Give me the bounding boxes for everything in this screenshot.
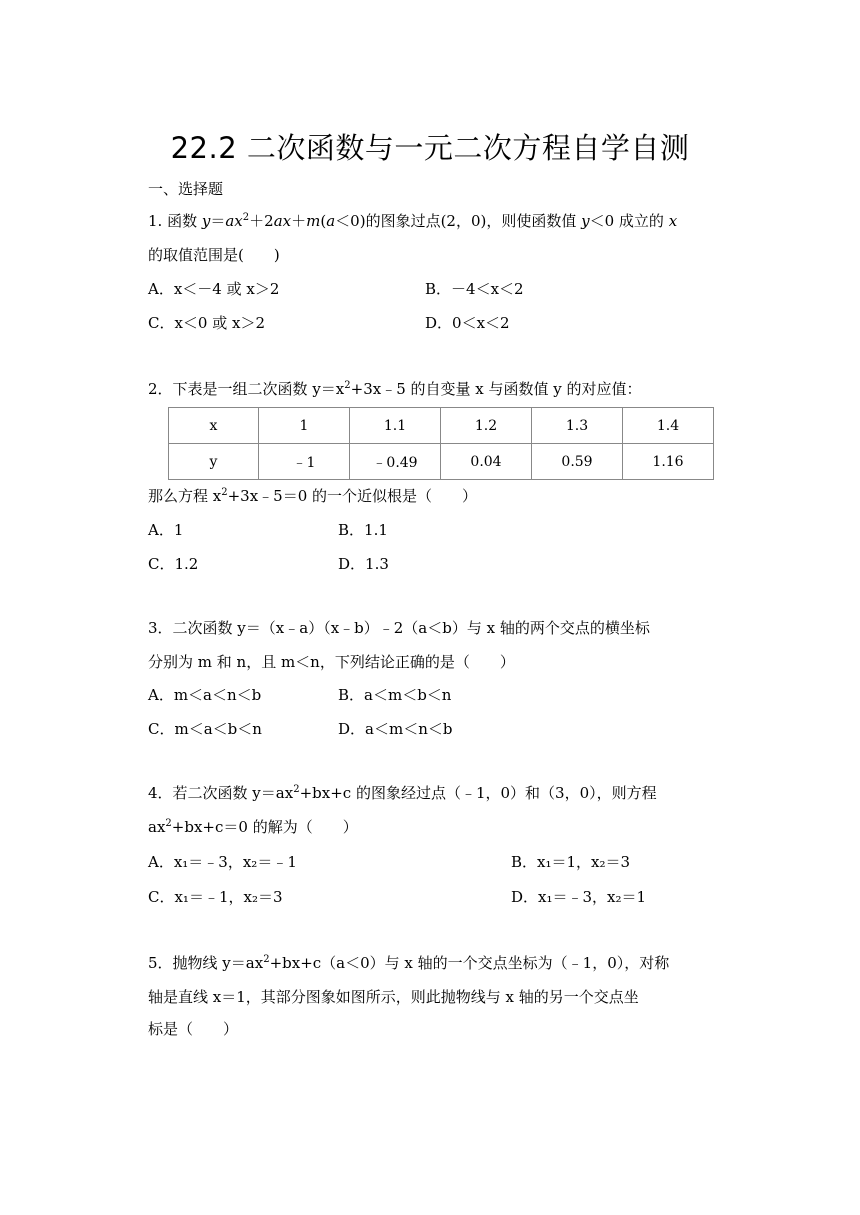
page-title: 22.2 二次函数与一元二次方程自学自测 — [170, 131, 690, 165]
q3-option-b: B．a＜m＜b＜n — [338, 686, 452, 704]
q4-line2-part-b: +bx+c＝0 的解为（ ） — [171, 818, 358, 836]
q2-value-table — [168, 407, 714, 480]
q1-function-expression: $y=ax^2+2ax+m(a<0)$ — [201, 212, 366, 230]
table-cell: ﹣1 — [259, 444, 350, 480]
q5-stem-line1: 5．抛物线 $y=ax^2+bx+c(a<0)$与 x 轴的一个交点坐标为（﹣1，0），对称 — [148, 954, 670, 972]
section-heading: 一、选择题 — [148, 180, 224, 198]
q1-stem-line1: 1. 函数 $y=ax^2+2ax+m(a<0)$的图象过点(2，0)，则使函数值 y＜0 成立的 x — [148, 212, 678, 230]
q3-option-a: A．m＜a＜n＜b — [148, 686, 262, 704]
q2-followup: 那么方程 $x^2+3x﹣5=0$ 的一个近似根是（ ） — [148, 487, 478, 505]
q5-stem-line2: 轴是直线 x＝1，其部分图象如图所示，则此抛物线与 x 轴的另一个交点坐 — [148, 988, 639, 1006]
q1-prefix: 1. 函数 — [148, 212, 202, 230]
q2-option-c: C．1.2 — [148, 555, 199, 573]
q4-option-c: C．x₁＝﹣1，x₂＝3 — [148, 888, 283, 906]
table-header-y: y — [169, 444, 259, 480]
table-cell: 1.3 — [532, 408, 623, 444]
table-cell: 1.16 — [623, 444, 714, 480]
q4-line2-part-a: ax — [148, 818, 166, 836]
table-cell: 0.59 — [532, 444, 623, 480]
table-cell: 0.04 — [441, 444, 532, 480]
q4-option-b: B．x₁＝1，x₂＝3 — [511, 853, 631, 871]
q4-option-a: A．x₁＝﹣3，x₂＝﹣1 — [148, 853, 297, 871]
q2-stem-part-b: +3x﹣5 的自变量 x 与函数值 y 的对应值： — [350, 380, 642, 398]
q5-stem-line3: 标是（ ） — [148, 1020, 239, 1038]
table-cell: 1.1 — [350, 408, 441, 444]
q4-line1-part-a: 4．若二次函数 y＝ax — [148, 784, 294, 802]
q1-option-b: B．－4＜x＜2 — [425, 280, 524, 298]
q2-option-d: D．1.3 — [338, 555, 389, 573]
q3-option-c: C．m＜a＜b＜n — [148, 720, 262, 738]
q5-line1-part-b: +bx+c（a＜0）与 x 轴的一个交点坐标为（﹣1，0），对称 — [269, 954, 670, 972]
table-cell: 1.2 — [441, 408, 532, 444]
q3-stem-line2: 分别为 m 和 n，且 m＜n，下列结论正确的是（ ） — [148, 653, 515, 671]
q3-stem-line1: 3．二次函数 y＝（x﹣a）（x﹣b）﹣2（a＜b）与 x 轴的两个交点的横坐标 — [148, 619, 650, 637]
q1-tail: 的图象过点(2，0)，则使函数值 — [365, 212, 582, 230]
q4-stem-line1: 4．若二次函数 $y=ax^2+bx+c$ 的图象经过点（﹣1，0）和（3，0），则方程 — [148, 784, 657, 802]
q2-stem-part-a: 2．下表是一组二次函数 y＝x — [148, 380, 345, 398]
q5-line1-part-a: 5．抛物线 y＝ax — [148, 954, 264, 972]
q1-option-a: A．x＜－4 或 x＞2 — [148, 280, 280, 298]
q3-option-d: D．a＜m＜n＜b — [338, 720, 453, 738]
table-row — [169, 408, 714, 444]
q1-option-c: C．x＜0 或 x＞2 — [148, 314, 266, 332]
q2-option-a: A．1 — [148, 521, 184, 539]
q4-line1-part-b: +bx+c 的图象经过点（﹣1，0）和（3，0），则方程 — [299, 784, 657, 802]
q1-option-d: D．0＜x＜2 — [425, 314, 510, 332]
table-cell: 1 — [259, 408, 350, 444]
table-header-x: x — [169, 408, 259, 444]
table-cell: 1.4 — [623, 408, 714, 444]
q2-option-b: B．1.1 — [338, 521, 388, 539]
q4-stem-line2: $ax^2+bx+c=0$ 的解为（ ） — [148, 818, 358, 836]
q1-stem-line2: 的取值范围是( ) — [148, 246, 280, 264]
q4-option-d: D．x₁＝﹣3，x₂＝1 — [511, 888, 647, 906]
q2-stem: 2．下表是一组二次函数 $y=x^2+3x﹣5$ 的自变量 x 与函数值 y 的对应值： — [148, 380, 642, 398]
table-cell: ﹣0.49 — [350, 444, 441, 480]
q1-end: ＜0 成立的 — [589, 212, 669, 230]
table-row — [169, 444, 714, 480]
q2-followup-part-b: +3x﹣5＝0 的一个近似根是（ ） — [227, 487, 478, 505]
q2-followup-part-a: 那么方程 x — [148, 487, 222, 505]
